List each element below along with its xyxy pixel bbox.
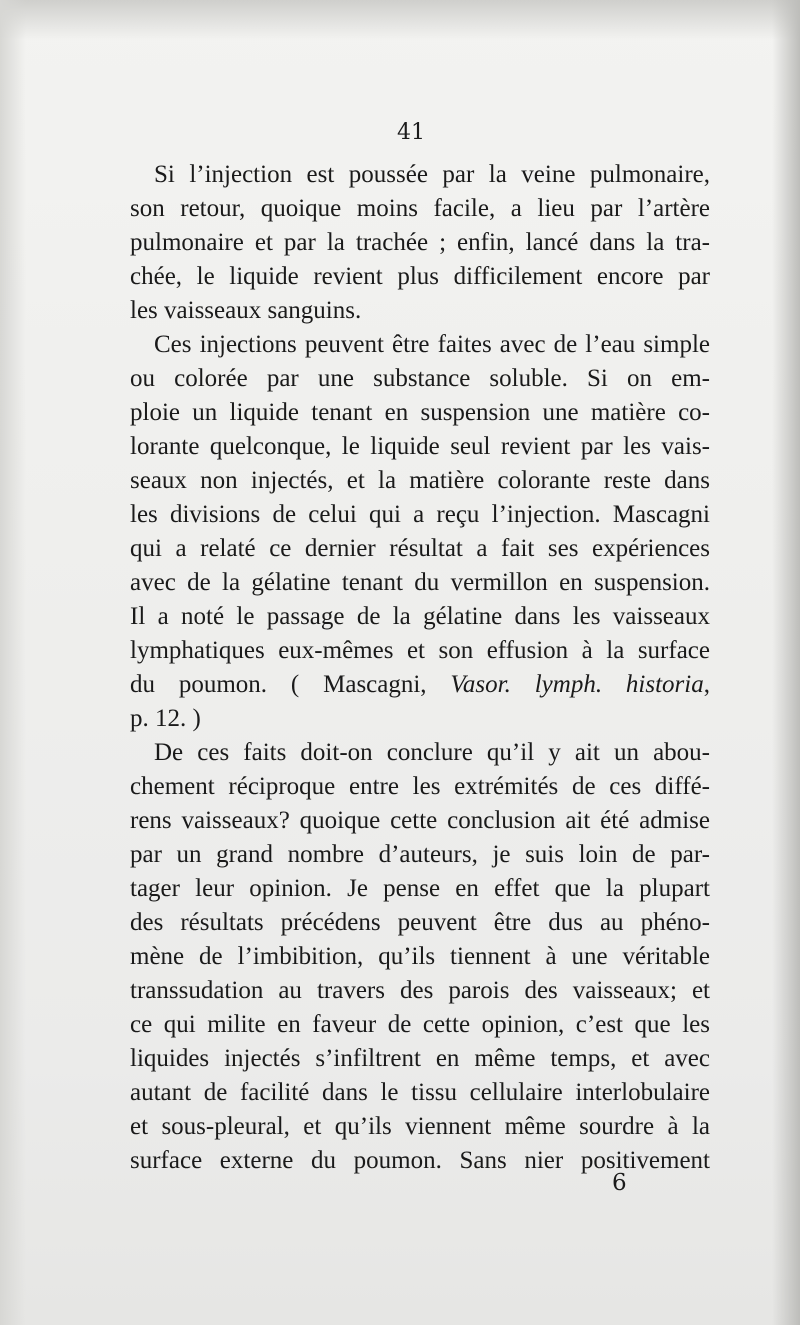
text-line: des résultats précédens peuvent être dus au phéno- bbox=[130, 909, 710, 936]
text-line: p. 12. ) bbox=[130, 705, 201, 732]
signature-mark: 6 bbox=[612, 1170, 627, 1196]
page-edge-shadow-right bbox=[772, 0, 800, 1325]
text-line: ou colorée par une substance soluble. Si on em- bbox=[130, 365, 710, 392]
text-line: Ces injections peuvent être faites avec de l’eau simple bbox=[154, 331, 710, 358]
text-line: par un grand nombre d’auteurs, je suis loin de par- bbox=[130, 841, 710, 868]
text-line: Si l’injection est poussée par la veine pulmonaire, bbox=[154, 161, 710, 188]
text-line: qui a relaté ce dernier résultat a fait ses expériences bbox=[130, 535, 710, 562]
page-number: 41 bbox=[397, 120, 425, 145]
text-line: rens vaisseaux? quoique cette conclusion ait été admise bbox=[130, 807, 710, 834]
text-line: tager leur opinion. Je pense en effet que la plupart bbox=[130, 875, 710, 902]
text-line: les vaisseaux sanguins. bbox=[130, 297, 362, 324]
text-line: liquides injectés s’infiltrent en même temps, et avec bbox=[130, 1045, 710, 1072]
italic-citation: Vasor. lymph. historia bbox=[450, 671, 704, 698]
text-line: et sous-pleural, et qu’ils viennent même sourdre à la bbox=[130, 1113, 710, 1140]
text-line: chement réciproque entre les extrémités de ces diffé- bbox=[130, 773, 710, 800]
text-line: avec de la gélatine tenant du vermillon en suspension. bbox=[130, 569, 710, 596]
text-line: mène de l’imbibition, qu’ils tiennent à une véritable bbox=[130, 943, 710, 970]
text-line: lymphatiques eux-mêmes et son effusion à la surface bbox=[130, 637, 710, 664]
text-line: chée, le liquide revient plus difficilement encore par bbox=[130, 263, 710, 290]
text-line: autant de facilité dans le tissu cellulaire interlobulaire bbox=[130, 1079, 710, 1106]
text-line: transsudation au travers des parois des vaisseaux; et bbox=[130, 977, 710, 1004]
page-edge-shadow-top bbox=[0, 0, 800, 40]
text-line: surface externe du poumon. Sans nier positivement bbox=[130, 1147, 710, 1174]
text-line: son retour, quoique moins facile, a lieu par l’artère bbox=[130, 195, 710, 222]
page-edge-shadow-left bbox=[0, 0, 26, 1325]
text-line: les divisions de celui qui a reçu l’injection. Mascagni bbox=[130, 501, 710, 528]
text-line: De ces faits doit-on conclure qu’il y ait un abou- bbox=[154, 739, 710, 766]
text-line: lorante quelconque, le liquide seul revient par les vais- bbox=[130, 433, 710, 460]
text-line: Il a noté le passage de la gélatine dans les vaisseaux bbox=[130, 603, 710, 630]
text-line: pulmonaire et par la trachée ; enfin, lancé dans la tra- bbox=[130, 229, 710, 256]
text-line: ce qui milite en faveur de cette opinion, c’est que les bbox=[130, 1011, 710, 1038]
text-line: ploie un liquide tenant en suspension une matière co- bbox=[130, 399, 710, 426]
text-line: seaux non injectés, et la matière colorante reste dans bbox=[130, 467, 710, 494]
text-line: du poumon. ( Mascagni, Vasor. lymph. historia, bbox=[130, 671, 710, 698]
